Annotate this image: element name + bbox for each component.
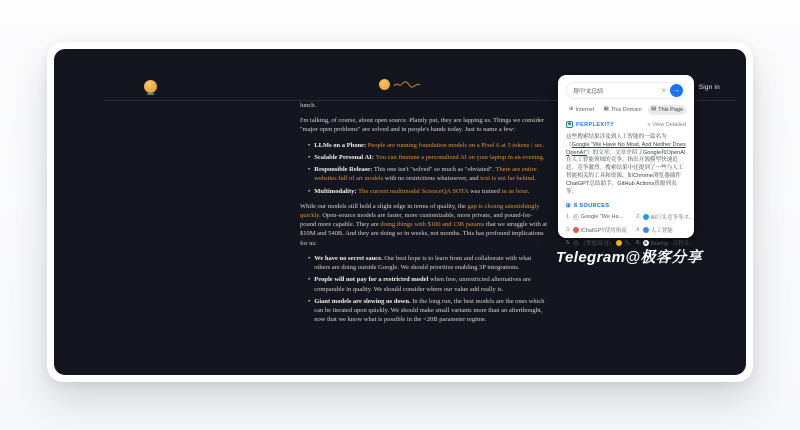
text-segment: . bbox=[527, 187, 530, 195]
bullet-text bbox=[314, 254, 547, 272]
text-segment: that we struggle with at $10M and 540B. And they are doing so in weeks, not months. This has profound implications for us: bbox=[300, 221, 548, 247]
text-segment: Scalable Personal AI: bbox=[314, 153, 376, 161]
provider-name: PERPLEXITY bbox=[576, 121, 615, 128]
clear-icon[interactable]: × bbox=[661, 85, 666, 95]
summary-text bbox=[566, 134, 686, 197]
source-item[interactable] bbox=[636, 226, 692, 234]
list-item bbox=[308, 153, 547, 162]
text-segment: . bbox=[534, 175, 536, 183]
bullet-icon: • bbox=[308, 141, 311, 149]
query-box bbox=[566, 82, 686, 99]
paragraph bbox=[300, 202, 547, 248]
source-favicon-icon bbox=[616, 240, 622, 246]
list-icon: ≡ bbox=[647, 121, 651, 128]
source-favicon-icon bbox=[573, 240, 579, 246]
text-segment: Multimodality: bbox=[314, 187, 359, 195]
sources-count-label: 8 SOURCES bbox=[574, 202, 610, 209]
text-segment: Our best hope is to learn from and collaborate with what others are doing outside Google. We should prioritize enabling 3P integrations. bbox=[314, 254, 532, 272]
list-item bbox=[308, 275, 547, 293]
bullet-icon: • bbox=[308, 187, 311, 195]
source-title: iChatGPT使用指南 bbox=[580, 227, 627, 234]
text-segment: LLMs on a Phone: bbox=[314, 141, 368, 149]
scope-chip-internet[interactable] bbox=[566, 105, 597, 115]
source-title: AI巨头竞争等-T... bbox=[650, 214, 693, 221]
text-segment: In the long run, the best models are the ones which can be iterated upon quickly. We should make small variants more than an afterthought, now that we know what is possible in the <20B parameter regime. bbox=[314, 297, 545, 324]
masthead-script-icon bbox=[393, 80, 421, 89]
source-item[interactable] bbox=[636, 213, 692, 221]
bullet-text bbox=[314, 275, 547, 293]
bullet-icon: • bbox=[308, 254, 311, 262]
text-segment: Responsible Release: bbox=[314, 166, 374, 174]
chip-label: This Page bbox=[658, 107, 683, 113]
source-title: Ruxing - 百科文.. bbox=[650, 240, 693, 247]
paragraph bbox=[300, 101, 547, 110]
source-favicon-icon bbox=[643, 214, 649, 220]
page-icon: ▤ bbox=[651, 106, 657, 113]
text-segment: when free, unrestricted alternatives are comparable in quality. We should consider where our value add really is. bbox=[314, 276, 531, 293]
text-segment: While our models still hold a slight edge in terms of quality, the bbox=[300, 202, 468, 210]
source-title: Google "We Ha... bbox=[580, 213, 624, 220]
source-favicon-icon: G bbox=[574, 213, 578, 219]
source-number: 2. bbox=[636, 213, 641, 220]
list-item bbox=[308, 187, 547, 196]
text-segment: People will not pay for a restricted model bbox=[314, 276, 429, 284]
globe-icon: ⊕ bbox=[569, 106, 574, 113]
source-title: 为.. bbox=[623, 240, 633, 247]
extension-popup bbox=[558, 75, 694, 247]
list-item bbox=[308, 254, 547, 272]
source-favicon-icon bbox=[573, 227, 579, 233]
list-item bbox=[308, 141, 547, 150]
view-detailed-label: View Detailed bbox=[652, 121, 686, 128]
bullet-text bbox=[314, 165, 547, 183]
bullet-text bbox=[314, 153, 544, 162]
article-link[interactable]: gap is closing astonishingly quickly bbox=[300, 202, 540, 219]
text-segment: Giant models are slowing us down. bbox=[314, 297, 411, 305]
text-segment: I'm talking, of course, about open source. Plainly put, they are lapping us. Things we consider "major open problems" are solved and in people's hands today. Just to name a few: bbox=[300, 117, 545, 134]
text-segment: lunch. bbox=[300, 102, 317, 109]
source-number: 3. bbox=[566, 226, 571, 233]
bullet-text bbox=[314, 297, 547, 325]
source-title: 《梦想周刊》 bbox=[580, 240, 614, 247]
scope-chip-this-page[interactable] bbox=[648, 105, 686, 115]
chip-label: This Domain bbox=[610, 107, 642, 113]
arrow-right-icon: → bbox=[673, 87, 680, 94]
masthead-logo[interactable] bbox=[379, 79, 421, 90]
text-segment: . Open-source models are faster, more customizable, more private, and pound-for-pound more capable. They are bbox=[300, 211, 533, 229]
list-item bbox=[308, 165, 547, 183]
source-favicon-icon: B bbox=[644, 239, 648, 245]
paragraph bbox=[300, 116, 547, 134]
text-segment: 》的文章。文章介绍了Google和OpenAI在人工智能领域的竞争，指出开源模型快速追赶、竞争激烈。搜索结果中还提到了一些与人工智能相关的工具和资源，如Chrome浏览器插件ChatGPT总结助手、GitHub Actions资源列表等。 bbox=[566, 149, 686, 195]
summary-link[interactable]: Google "We Have No Moat, And Neither Does OpenAI" bbox=[566, 141, 686, 156]
sources-grid bbox=[566, 213, 693, 247]
article-link[interactable]: There are entire websites full of art models bbox=[314, 166, 537, 183]
bullet-icon: • bbox=[308, 166, 311, 174]
article-link[interactable]: doing things with $100 and 13B params bbox=[380, 221, 485, 229]
chip-label: Internet bbox=[575, 107, 595, 113]
article-link[interactable]: text is not far behind bbox=[480, 175, 535, 183]
source-title: 人工智能 bbox=[650, 227, 673, 234]
source-number: 5. bbox=[566, 239, 571, 246]
view-detailed-button[interactable] bbox=[647, 122, 686, 128]
bullet-icon: • bbox=[308, 276, 311, 284]
text-segment: This one isn't "solved" so much as "obviated". bbox=[373, 166, 496, 174]
article-body bbox=[300, 101, 547, 330]
bullet-text bbox=[314, 187, 529, 196]
source-number: 1. bbox=[566, 213, 571, 220]
text-segment: was trained bbox=[468, 187, 502, 195]
article-link[interactable]: in an hour bbox=[501, 187, 528, 195]
bullet-list bbox=[300, 141, 547, 196]
masthead-logo-icon bbox=[379, 79, 390, 90]
text-segment: We have no secret sauce. bbox=[314, 254, 383, 262]
bullet-text bbox=[314, 141, 544, 150]
sources-header bbox=[566, 203, 686, 209]
source-item[interactable] bbox=[566, 213, 632, 221]
article-link[interactable]: People are running foundation models on a Pixel 6 at 5 tokens / sec. bbox=[367, 141, 545, 149]
perplexity-icon: ◆ bbox=[567, 121, 572, 127]
domain-icon: ▦ bbox=[603, 106, 609, 113]
send-button[interactable] bbox=[670, 84, 683, 97]
bullet-list bbox=[300, 254, 547, 325]
source-number: 4. bbox=[636, 226, 641, 233]
provider-row[interactable] bbox=[566, 121, 614, 128]
site-logo[interactable] bbox=[144, 80, 157, 93]
source-item[interactable] bbox=[566, 226, 632, 234]
sources-icon: ⊞ bbox=[566, 202, 572, 209]
article-link[interactable]: The current multimodal ScienceQA SOTA bbox=[358, 187, 469, 195]
source-favicon-icon bbox=[643, 227, 649, 233]
query-input[interactable] bbox=[573, 88, 657, 94]
article-link[interactable]: You can finetune a personalized AI on your laptop in an evening. bbox=[375, 153, 545, 161]
text-segment: 这些搜索结果涉及到人工智能的一篇名为《 bbox=[566, 134, 667, 148]
list-item bbox=[308, 297, 547, 325]
sign-in-link[interactable]: Sign in bbox=[698, 83, 720, 91]
bullet-icon: • bbox=[308, 153, 311, 161]
watermark-text: Telegram@极客分享 bbox=[556, 249, 702, 266]
source-number: 6. bbox=[636, 239, 641, 246]
scope-chips bbox=[566, 105, 686, 115]
bullet-icon: • bbox=[308, 297, 311, 305]
scope-chip-this-domain[interactable] bbox=[601, 105, 645, 115]
text-segment: with no restrictions whatsoever, and bbox=[383, 175, 481, 183]
